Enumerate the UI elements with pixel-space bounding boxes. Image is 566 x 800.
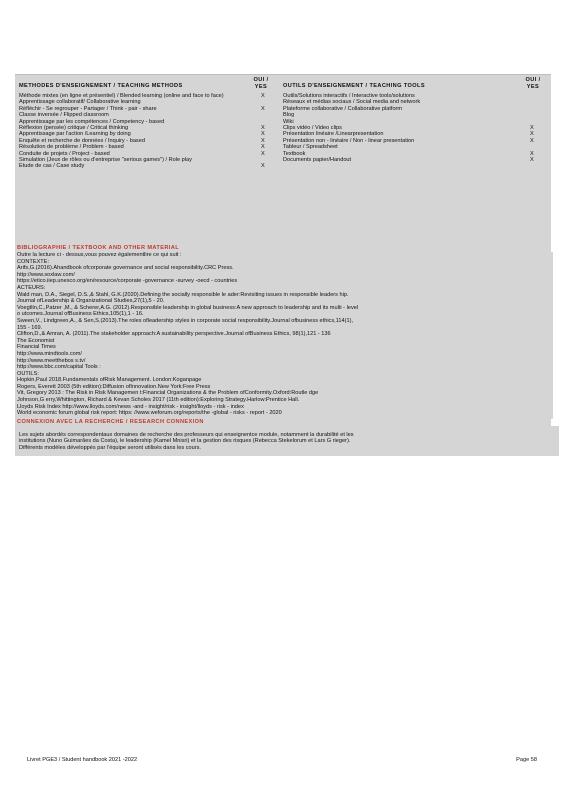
- tool-row-label: Wiki: [283, 118, 294, 125]
- method-row-yes-mark: X: [261, 93, 265, 99]
- tools-list: [283, 93, 534, 164]
- bibliography-line: http://www.bbc.com/capital Tools :: [17, 364, 101, 371]
- tool-row-label: Réseaux et médias sociaux / Social media and network: [283, 99, 421, 106]
- tool-row-yes-mark: X: [530, 125, 534, 132]
- bibliography-line: http://www.meetthebos s.tv/: [17, 357, 86, 364]
- tool-row-yes-mark: X: [530, 150, 534, 157]
- methods-yes-header: OUI / YES: [253, 77, 269, 90]
- method-row-label: Réfléchir - Se regrouper - Partager / Think - pair - share: [19, 105, 157, 112]
- method-row-label: Réflexion (pensée) critique / Critical thinking: [19, 125, 129, 132]
- bibliography-line: Journal ofLeadership & Organizational Studies,27(1),5 - 20.: [17, 298, 165, 305]
- tool-row-yes-mark: X: [530, 137, 534, 144]
- bibliography-line: Outre la lecture ci - dessus,vous pouvez égalementlire ce qui suit :: [17, 252, 182, 258]
- bibliography-line: World economic forum global risk report: https: //www.weforum.org/reports/the -global - risks - report - 2020: [17, 410, 282, 417]
- method-row-label: Classe inversée / Flipped classroom: [19, 112, 109, 119]
- bibliography-line: Lloyds Risk Index http://www.lloyds.com/news -and - insight/risk - insight/lloyds - risk - index: [17, 403, 244, 410]
- tool-row-label: Textbook: [283, 150, 306, 157]
- research-line: institutions (Nuno Guimarães da Costa), le leadership (Kamel Mnisri) et la gestion des risques (Rebecca Stekelorum et Lars G rieger).: [19, 438, 351, 445]
- method-row-label: Résolution de problème / Problem - based: [19, 144, 124, 151]
- research-heading: CONNEXION AVEC LA RECHERCHE / RESEARCH CONNEXION: [15, 419, 551, 426]
- footer-handbook-label: Livret PGE3 / Student handbook 2021 -2022: [27, 757, 138, 763]
- bibliography-line: Hopkin,Paul 2018.Fundamentals ofRisk Management. London:Koganpage: [17, 377, 202, 384]
- method-row-yes-mark: X: [261, 125, 265, 132]
- method-row-yes-mark: X: [261, 163, 265, 170]
- tool-row-yes-mark: X: [530, 157, 534, 164]
- method-row-yes-mark: X: [261, 150, 265, 157]
- bibliography-line: CONTEXTE:: [17, 258, 50, 265]
- teaching-table: [15, 74, 551, 245]
- tool-row-label: Outils/Solutions interactifs / Interactive tools/solutions: [283, 93, 415, 99]
- research-section: [15, 426, 559, 456]
- tool-row: [283, 157, 534, 164]
- method-row-label: Enquête et recherche de données / Inquiry - based: [19, 137, 145, 144]
- method-row-label: Méthode mixtes (en ligne et présentiel) / Blended learning (online and face to face): [19, 93, 224, 99]
- method-row-label: Simulation (Jeux de rôles ou d'entreprise "serious games") / Role play: [19, 157, 192, 164]
- method-row-yes-mark: X: [261, 137, 265, 144]
- page-footer: [27, 757, 537, 763]
- research-line: Les sujets abordés correspondentaux domaines de recherche des professeurs qui enseignentce module, notamment la durabilité et les: [19, 431, 354, 438]
- bibliography-line: Clifton,D.,& Amran, A. (2011).The stakeholder approach:A sustainability perspective.Journal ofBusiness Ethics, 98(1),121 - 136: [17, 331, 331, 338]
- tool-row-label: Documents papier/Handout: [283, 157, 352, 164]
- bibliography-line: o utcomes.Journal ofBusiness Ethics,105(1),1 - 16.: [17, 311, 144, 318]
- methods-header: METHODES D'ENSEIGNEMENT / TEACHING METHODS: [19, 83, 183, 89]
- bibliography-line: Sween,V., Lindgreen,A., & Sen,S.(2013).The roles ofleadership styles in corporate social responsibility.Journal ofbusiness ethics,114(1),: [17, 317, 354, 324]
- document-sheet: [15, 74, 551, 456]
- bibliography-line: Arifs,G.(2016).Ahandbook ofcorporate governance and social responsibility.CRC Press.: [17, 265, 234, 272]
- tool-row-label: Plateforme collaborative / Collaborative platform: [283, 105, 403, 112]
- page-number: Page 58: [516, 757, 537, 763]
- method-row: [19, 163, 265, 170]
- method-row-label: Conduite de projets / Project - based: [19, 150, 110, 157]
- bibliography-line: Rogers, Everett 2003 (5th edition):Diffusion ofInnovation.New York:Free Press: [17, 383, 211, 390]
- bibliography-line: Voegtlin,C.,Patzer ,M., & Scherer,A.G. (2012).Responsible leadership in global business:A new approach to leadership and its multi - level: [17, 304, 359, 311]
- method-row-yes-mark: X: [261, 144, 265, 151]
- bibliography-line: OUTILS:: [17, 370, 39, 377]
- method-row-yes-mark: X: [261, 131, 265, 138]
- bibliography-line: Johnson,G erry,Whittington, Richard & Kevan Scholes 2017 (11th edition):Exploring Strategy.Harlow:Prentice Hall.: [17, 397, 300, 404]
- method-row-label: Etude de cas / Case study: [19, 163, 85, 170]
- bibliography-line: ACTEURS:: [17, 284, 46, 291]
- method-row-label: Apprentissage collaboratif/ Collaborative learning: [19, 99, 141, 106]
- bibliography-line: http://www.soxlaw.com/: [17, 271, 75, 278]
- method-row-yes-mark: X: [261, 105, 265, 112]
- tool-row-label: Tableur / Spreadsheet: [283, 144, 338, 151]
- methods-list: [19, 93, 265, 170]
- bibliography-line: http://www.mindtools.com/: [17, 350, 82, 357]
- tool-row-label: Blog: [283, 112, 295, 119]
- tools-header: OUTILS D'ENSEIGNEMENT / TEACHING TOOLS: [283, 83, 425, 89]
- research-line: Différents modèles développés par l'équipe seront utilisés dans les cours.: [19, 445, 201, 452]
- bibliography-line: Financial Times: [17, 344, 56, 351]
- bibliography-line: 155 - 169.: [17, 324, 43, 331]
- bibliography-line: Vit, Gregory 2013 : The Risk in Risk Managemen t:Financial Organizations & the Problem ofConformity.Oxford:Routle dge: [17, 390, 319, 397]
- bibliography-line: The Economist: [17, 337, 55, 344]
- tool-row-label: Présentation non - linéaire / Non - linear presentation: [283, 137, 415, 144]
- tool-row-label: Présentation linéaire /Linearpresentation: [283, 131, 384, 138]
- bibliography-heading: BIBLIOGRAPHIE / TEXTBOOK AND OTHER MATERIAL: [15, 245, 551, 252]
- bibliography-line: https://etico.iiep.unesco.org/en/resource/corporate -governance -survey -oecd - countries: [17, 278, 238, 285]
- tool-row-yes-mark: X: [530, 131, 534, 138]
- bibliography-line: Wald man, D.A., Siegel, D.S.,& Stahl, G.K.(2020).Defining the socially responsible le ader:Revisiting issues in responsible leaders hip.: [17, 291, 349, 298]
- method-row-label: Apprentissage par les compétences / Competency - based: [19, 118, 165, 125]
- tools-yes-header: OUI / YES: [525, 77, 541, 90]
- bibliography-section: [15, 252, 553, 419]
- tool-row-label: Clips vidéo / Video clips: [283, 125, 342, 132]
- method-row-label: Apprentissage par l'action /Learning by doing: [19, 131, 131, 138]
